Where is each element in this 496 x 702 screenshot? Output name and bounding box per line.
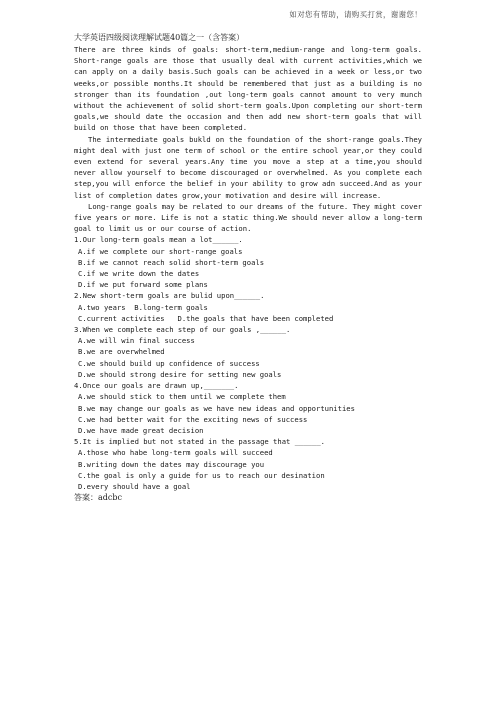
question-option: B.we may change our goals as we have new ideas and opportunities (78, 403, 355, 413)
question-stem: 2.New short-term goals are bulid upon______. (74, 291, 265, 301)
document-title: 大学英语四级阅读理解试题40篇之一（含答案） (74, 33, 245, 42)
passage-paragraph-1: There are three kinds of goals: short-term,medium-range and long-term goals. Short-range goals are those that usually deal with current activities,which we can apply on a daily basis.Such goals can be achieved in a week or less,or two weeks,or possible months.It should be remembered that just as a building is no stronger than its foundation ,out long-term goals cannot amount to very munch without the achievement of solid short-term goals.Upon completing our short-term goals,we should date the occasion and then add new short-term goals that will build on those that have been completed. (74, 45, 422, 133)
passage-paragraph-3: Long-range goals may be related to our dreams of the future. They might cover five years or more. Life is not a static thing.We should never allow a long-term goal to limit us or our course of action. (74, 201, 422, 234)
header-note: 如对您有帮助，请购买打赏，谢谢您！ (289, 10, 422, 19)
question-4 (74, 380, 422, 436)
question-option: B.writing down the dates may discourage you (78, 459, 265, 469)
question-option: C.we should build up confidence of success (78, 358, 260, 368)
question-stem: 1.Our long-term goals mean a lot______. (74, 235, 243, 245)
question-2 (74, 290, 422, 324)
question-5 (74, 436, 422, 492)
question-option: D.we should strong desire for setting new goals (78, 369, 282, 379)
question-option: A.two years B.long-term goals (78, 302, 208, 312)
question-option: A.we should stick to them until we complete them (78, 392, 286, 402)
question-1 (74, 234, 422, 290)
question-option: D.we have made great decision (78, 425, 204, 435)
question-option: C.the goal is only a guide for us to reach our desination (78, 470, 325, 480)
question-stem: 5.It is implied but not stated in the passage that ______. (74, 437, 325, 447)
question-option: D.if we put forward some plans (78, 280, 208, 290)
question-option: B.we are overwhelmed (78, 347, 165, 357)
question-3 (74, 324, 422, 380)
document-body (74, 32, 422, 503)
question-stem: 4.Once our goals are drawn up,_______. (74, 381, 239, 391)
question-option: A.if we complete our short-range goals (78, 246, 243, 256)
passage-paragraph-2: The intermediate goals bukld on the foundation of the short-range goals.They might deal with just one term of school or the entire school year,or they could even extend for several years.Any time you move a step at a time,you should never allow yourself to become discouraged or overwhelmed. As you complete each step,you will enforce the belief in your ability to grow adn succeed.And as your list of completion dates grow,your motivation and desire will increase. (74, 134, 422, 200)
question-stem: 3.When we complete each step of our goals ,______. (74, 325, 291, 335)
question-option: C.we had better wait for the exciting news of success (78, 414, 308, 424)
question-option: D.every should have a goal (78, 481, 191, 491)
question-option: A.we will win final success (78, 336, 195, 346)
question-option: C.if we write down the dates (78, 269, 200, 279)
question-option: A.those who habe long-term goals will succeed (78, 448, 273, 458)
answer-key: 答案：adcbc (74, 493, 122, 503)
question-option: B.if we cannot reach solid short-term goals (78, 257, 265, 267)
question-option: C.current activities D.the goals that have been completed (78, 313, 334, 323)
